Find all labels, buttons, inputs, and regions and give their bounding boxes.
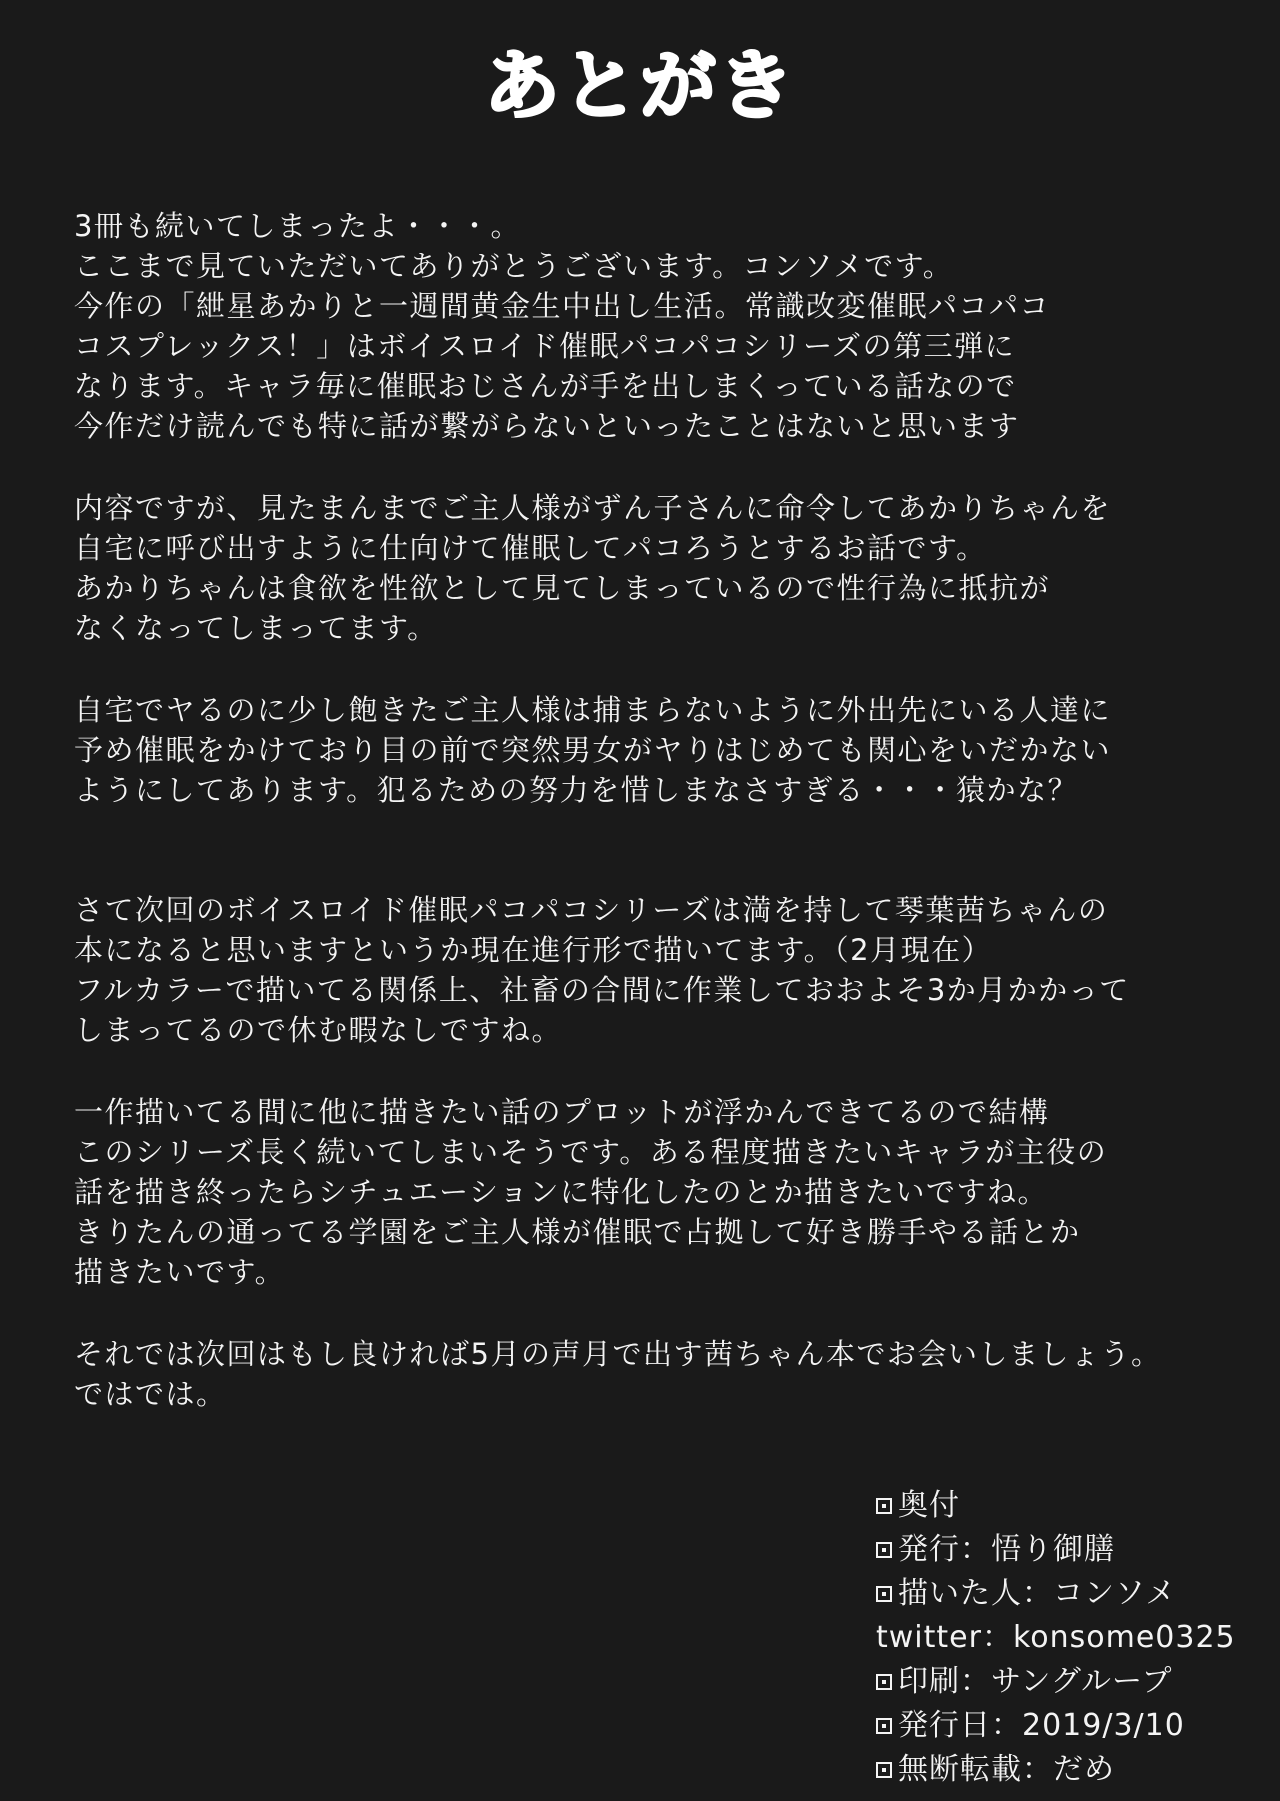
text-line: 自宅に呼び出すように仕向けて催眠してパコろうとするお話です。 [74,531,987,565]
paragraph-intro [74,206,1264,446]
colophon [876,1484,1276,1792]
text-line: 本になると思いますというか現在進行形で描いてます。（2月現在） [74,933,993,967]
square-bullet-icon [876,1498,892,1514]
colophon-text: 発行：悟り御膳 [898,1532,1115,1567]
text-line: フルカラーで描いてる関係上、社畜の合間に作業しておおよそ3か月かかって [74,973,1130,1007]
text-line: コスプレックス！」はボイスロイド催眠パコパコシリーズの第三弾に [74,329,1016,363]
text-line: ここまで見ていただいてありがとうございます。コンソメです。 [74,249,954,283]
text-line: 一作描いてる間に他に描きたい話のプロットが浮かんできてるので結構 [74,1095,1050,1129]
text-line: 話を描き終ったらシチュエーションに特化したのとか描きたいですね。 [74,1175,1048,1209]
text-line: 今作だけ読んでも特に話が繋がらないといったことはないと思います [74,409,1020,443]
colophon-twitter [876,1616,1276,1660]
paragraph-outing [74,690,1264,810]
text-line: 自宅でヤるのに少し飽きたご主人様は捕まらないように外出先にいる人達に [74,693,1112,727]
text-line: しまってるので休む暇なしですね。 [74,1013,563,1047]
text-line: 内容ですが、見たまんまでご主人様がずん子さんに命令してあかりちゃんを [74,491,1112,525]
paragraph-closing [74,1334,1264,1414]
colophon-publisher [876,1528,1276,1572]
text-line: 予め催眠をかけており目の前で突然男女がヤりはじめても関心をいだかない [74,733,1112,767]
square-bullet-icon [876,1586,892,1602]
text-line: それでは次回はもし良ければ5月の声月で出す茜ちゃん本でお会いしましょう。 [74,1337,1162,1371]
square-bullet-icon [876,1674,892,1690]
colophon-no-reprint [876,1748,1276,1792]
text-line: なくなってしまってます。 [74,611,438,645]
text-line: なります。キャラ毎に催眠おじさんが手を出しまくっている話なので [74,369,1017,403]
page-title: あとがき [484,41,796,130]
text-line: ではでは。 [74,1377,227,1411]
colophon-heading [876,1484,1276,1528]
paragraph-series-plans [74,1092,1264,1292]
text-line: さて次回のボイスロイド催眠パコパコシリーズは満を持して琴葉茜ちゃんの [74,893,1109,927]
text-line: 描きたいです。 [74,1255,286,1289]
paragraph-content [74,488,1264,648]
colophon-date [876,1704,1276,1748]
colophon-text: 無断転載：だめ [898,1752,1115,1787]
text-line: このシリーズ長く続いてしまいそうです。ある程度描きたいキャラが主役の [74,1135,1108,1169]
colophon-text: 奥付 [898,1488,960,1523]
square-bullet-icon [876,1762,892,1778]
square-bullet-icon [876,1542,892,1558]
text-line: あかりちゃんは食欲を性欲として見てしまっているので性行為に抵抗が [74,571,1051,605]
colophon-text: 印刷：サングループ [898,1664,1173,1699]
colophon-text: twitter：konsome0325 [876,1620,1236,1655]
colophon-text: 発行日：2019/3/10 [898,1708,1185,1743]
text-line: 今作の「紲星あかりと一週間黄金生中出し生活。常識改変催眠パコパコ [74,289,1051,323]
colophon-text: 描いた人：コンソメ [898,1576,1177,1611]
paragraph-next-book [74,890,1264,1050]
text-line: 3冊も続いてしまったよ・・・。 [74,209,521,243]
afterword-body [74,206,1264,1456]
square-bullet-icon [876,1718,892,1734]
text-line: きりたんの通ってる学園をご主人様が催眠で占拠して好き勝手やる話とか [74,1215,1081,1249]
text-line: ようにしてあります。犯るための努力を惜しまなさすぎる・・・猿かな？ [74,773,1079,807]
colophon-author [876,1572,1276,1616]
colophon-printer [876,1660,1276,1704]
